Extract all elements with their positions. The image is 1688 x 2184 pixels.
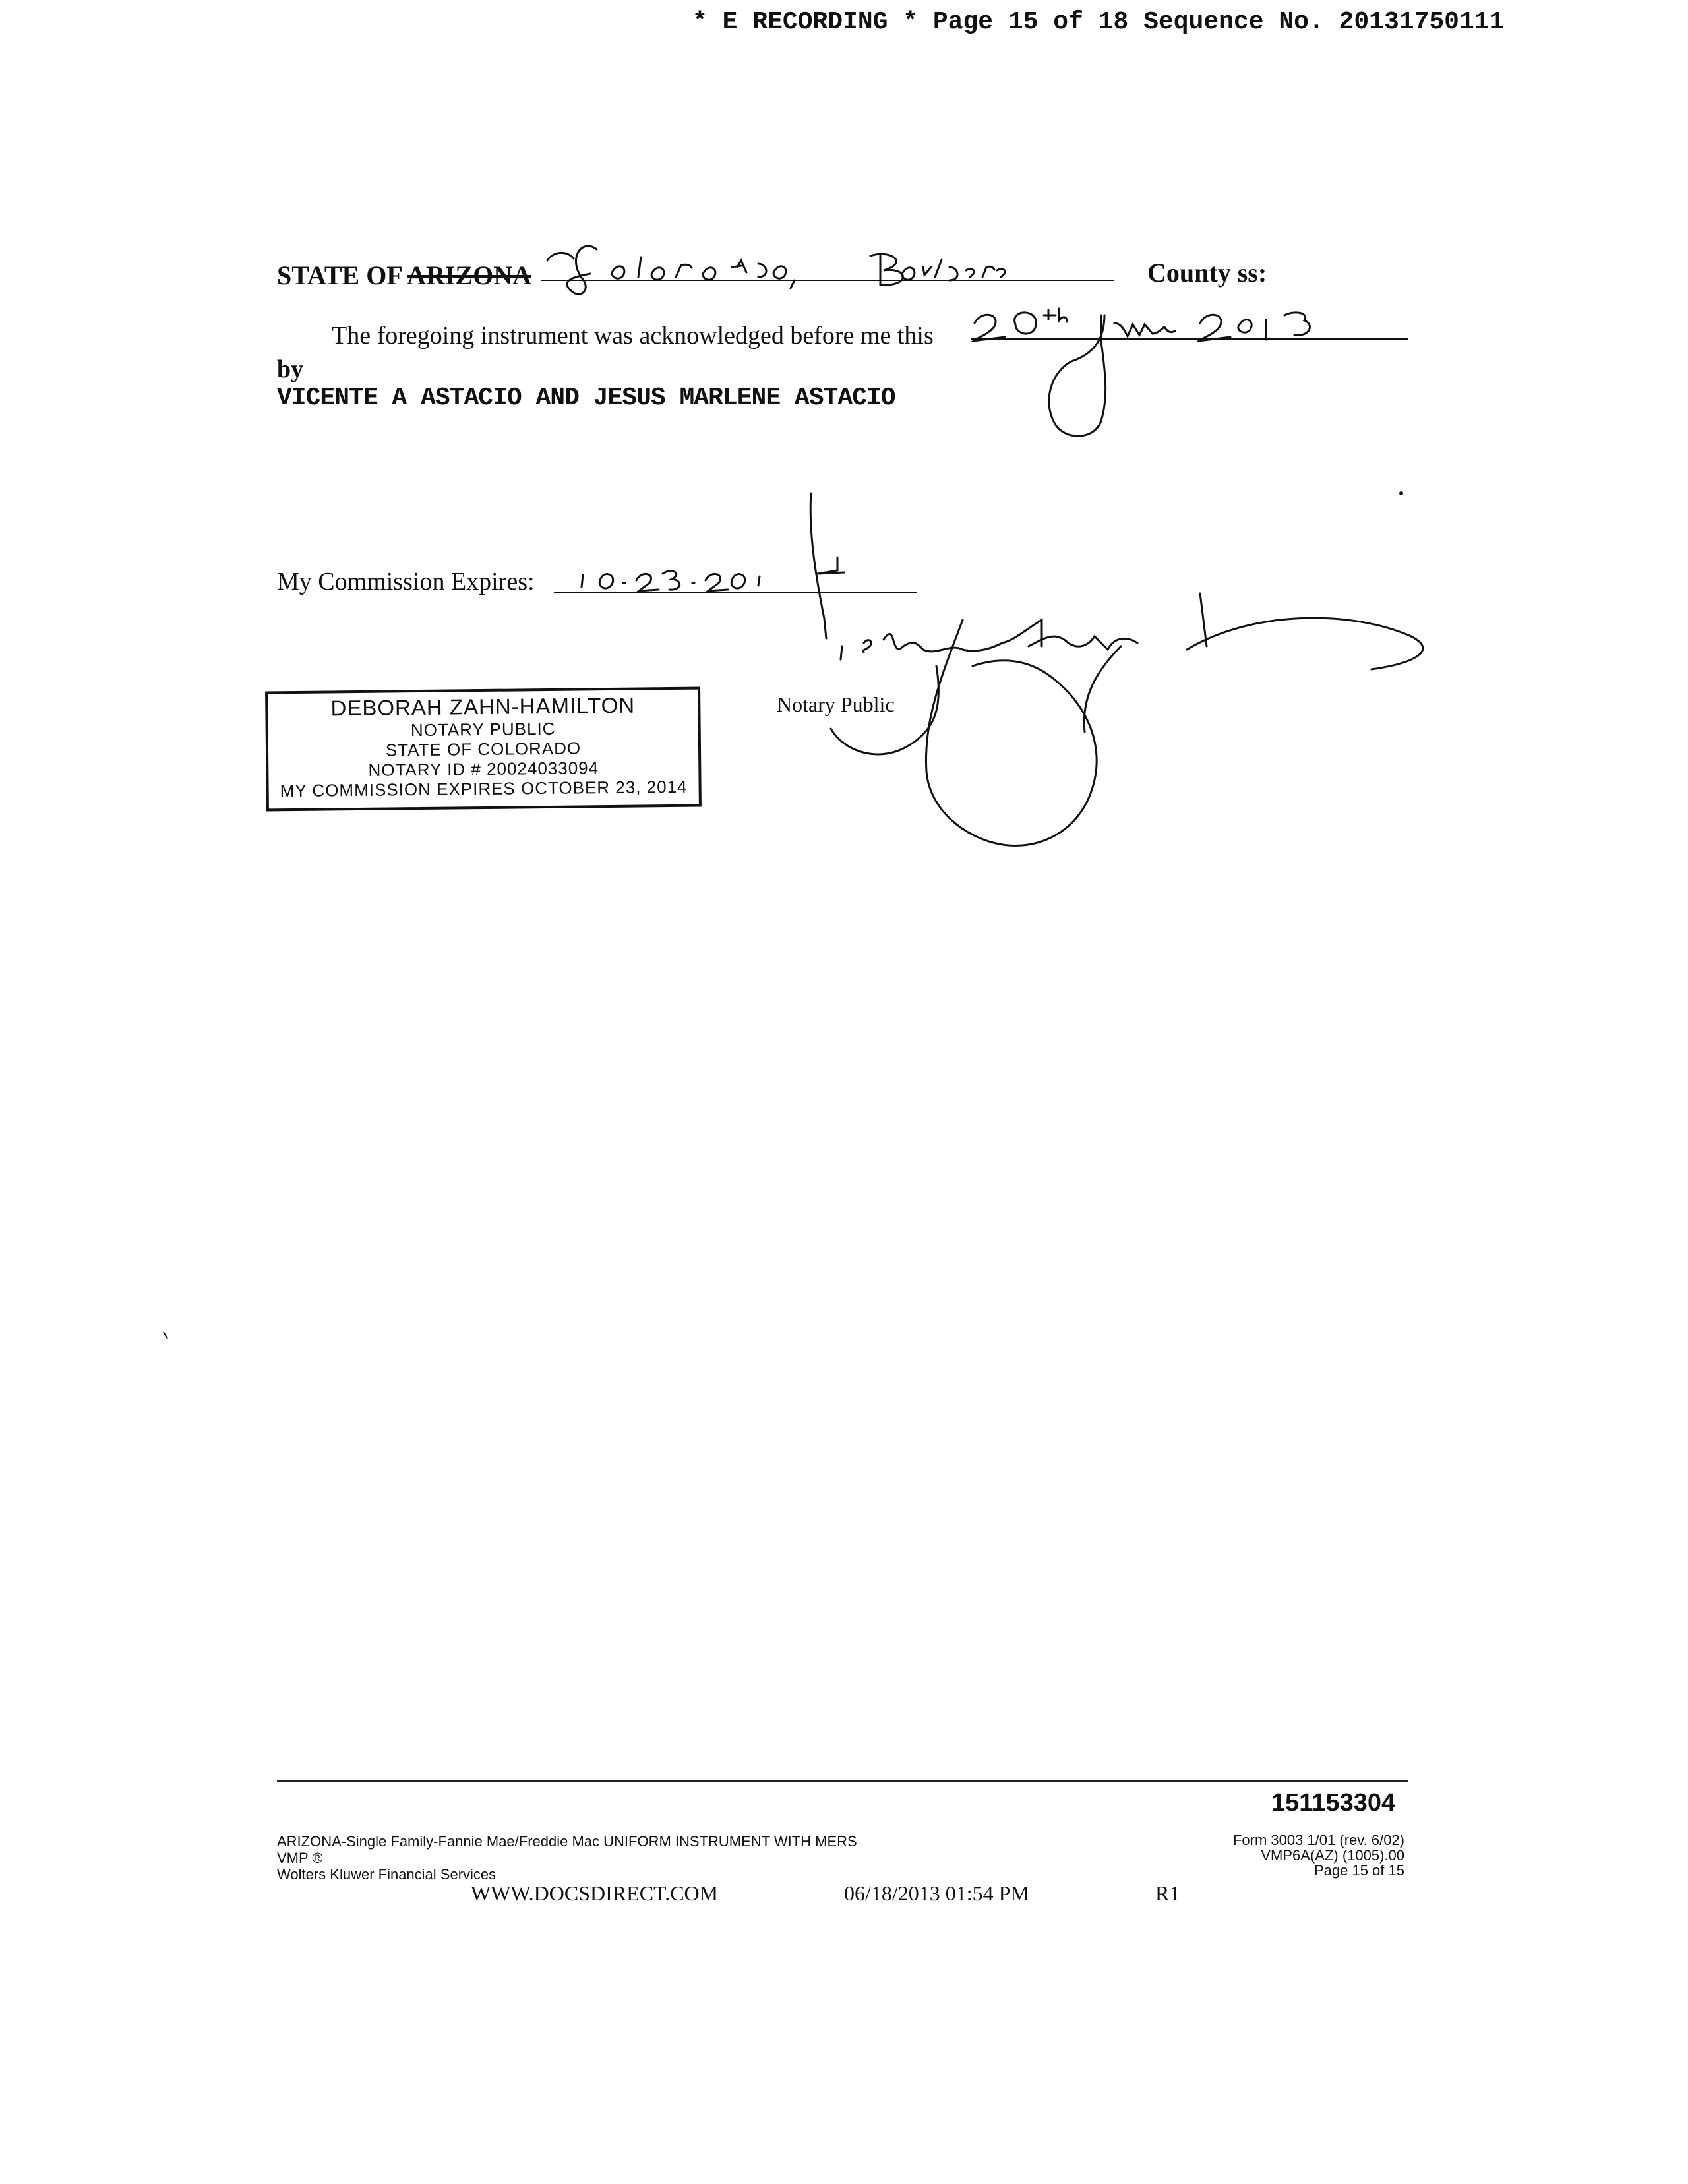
handwritten-date-signature bbox=[973, 309, 1310, 436]
acknowledgment-text: The foregoing instrument was acknowledged before me this bbox=[332, 322, 934, 349]
stamp-expiry: MY COMMISSION EXPIRES OCTOBER 23, 2014 bbox=[280, 776, 688, 801]
footer-rule bbox=[277, 1780, 1408, 1782]
page-number: Page 15 of 15 bbox=[1313, 1862, 1404, 1879]
state-prefix: STATE OF bbox=[277, 260, 402, 290]
recording-header: * E RECORDING * Page 15 of 18 Sequence No. 20131750111 bbox=[692, 8, 1505, 36]
vmp-mark: VMP ® bbox=[277, 1850, 323, 1866]
handwritten-expiry-signature bbox=[582, 493, 844, 638]
publisher: Wolters Kluwer Financial Services bbox=[277, 1866, 497, 1883]
stamp-title: NOTARY PUBLIC bbox=[410, 718, 556, 741]
revision-mark: R1 bbox=[1155, 1881, 1180, 1905]
by-label: by bbox=[277, 355, 304, 383]
stray-mark bbox=[1399, 491, 1403, 495]
form-id: Form 3003 1/01 (rev. 6/02) bbox=[1232, 1832, 1404, 1848]
stamp-name: DEBORAH ZAHN-HAMILTON bbox=[330, 692, 636, 721]
form-code: VMP6A(AZ) (1005).00 bbox=[1261, 1847, 1404, 1864]
notary-signature bbox=[831, 593, 1423, 845]
notary-public-label: Notary Public bbox=[777, 692, 895, 716]
print-timestamp: 06/18/2013 01:54 PM bbox=[844, 1881, 1029, 1905]
stamp-state: STATE OF COLORADO bbox=[385, 738, 582, 760]
handwritten-state-signature bbox=[547, 246, 1005, 294]
signer-names: VICENTE A ASTACIO AND JESUS MARLENE ASTACIO bbox=[277, 384, 895, 412]
stray-mark bbox=[164, 1332, 167, 1339]
county-label: County ss: bbox=[1147, 258, 1267, 288]
commission-expires-label: My Commission Expires: bbox=[277, 568, 535, 595]
docsdirect-url: WWW.DOCSDIRECT.COM bbox=[471, 1881, 719, 1905]
form-description: ARIZONA-Single Family-Fannie Mae/Freddie Mac UNIFORM INSTRUMENT WITH MERS bbox=[277, 1833, 857, 1850]
stamp-notary-id: NOTARY ID # 20024033094 bbox=[368, 758, 599, 780]
loan-number: 151153304 bbox=[1271, 1789, 1396, 1817]
state-struck-text: ARIZONA bbox=[407, 260, 531, 290]
